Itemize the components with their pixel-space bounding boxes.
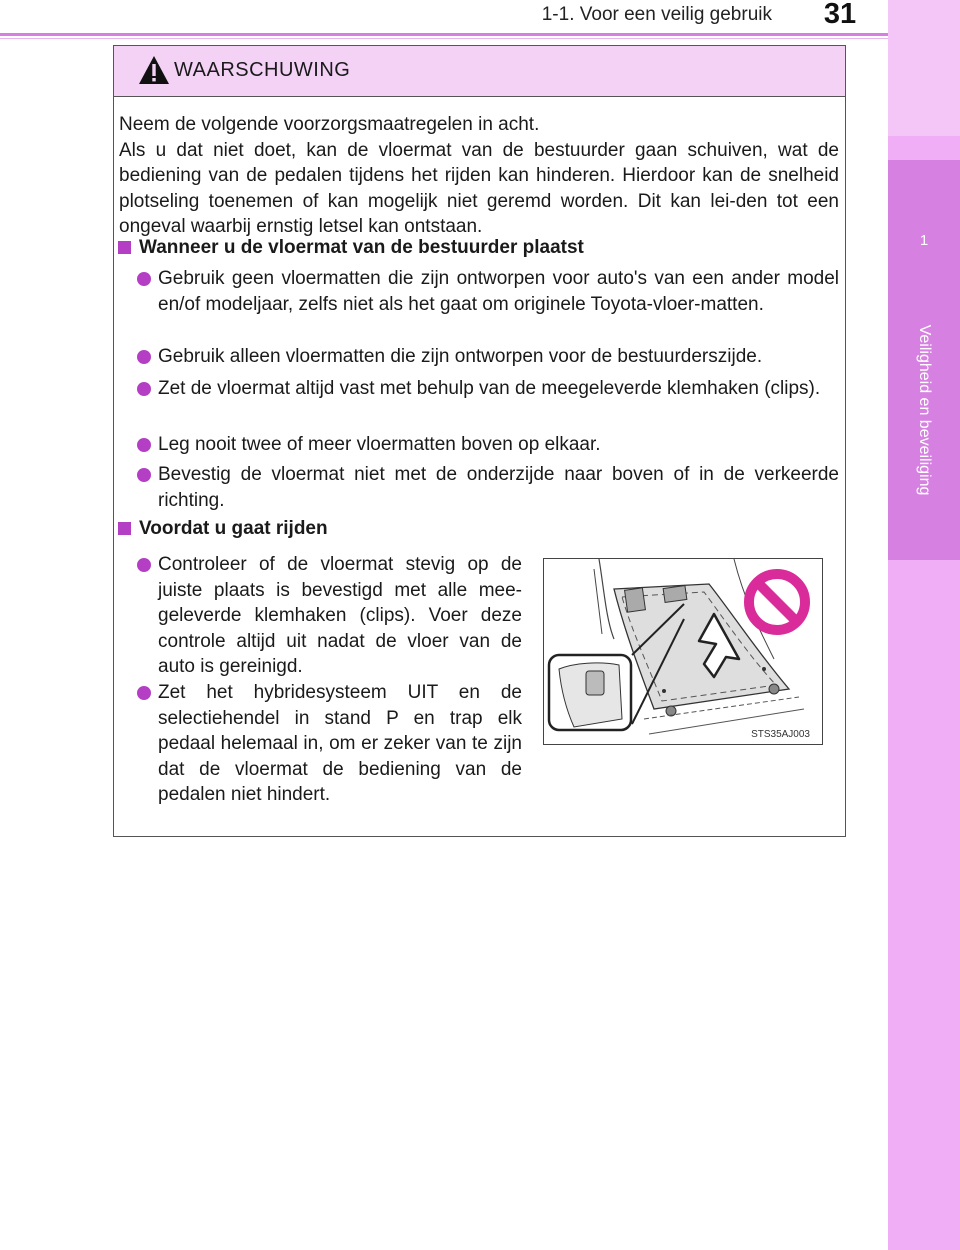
square-bullet-icon [118, 241, 131, 254]
circle-bullet-icon [137, 686, 151, 700]
circle-bullet-icon [137, 272, 151, 286]
chapter-number: 1 [919, 232, 929, 249]
section-heading-floor-mat [118, 237, 584, 259]
square-bullet-icon [118, 522, 131, 535]
list-item [158, 344, 839, 370]
list-item-text: Gebruik geen vloermatten die zijn ontworpen voor auto's van een ander model en/of modeljaar, zelfs niet als het gaat om originele Toyota-vloer-matten. [158, 268, 839, 315]
header-rule-thin [0, 38, 888, 39]
sidebar-top-band [888, 0, 960, 136]
section-title: 1-1. Voor een veilig gebruik [541, 4, 772, 25]
list-item [158, 266, 839, 317]
section-heading-text: Voordat u gaat rijden [139, 518, 328, 539]
intro-body: Als u dat niet doet, kan de vloermat van de bestuurder gaan schuiven, wat de bediening van de pedalen tijdens het rijden kan hinderen. Hierdoor kan de snelheid plotseling toenemen of kan mogelijk niet geremd worden. Dit kan lei-den tot een ongeval waarbij ernstig letsel kan ontstaan. [119, 139, 839, 237]
warning-header [114, 46, 845, 97]
chapter-sidebar [888, 0, 960, 1250]
circle-bullet-icon [137, 350, 151, 364]
circle-bullet-icon [137, 468, 151, 482]
list-item [158, 432, 839, 458]
floor-mat-illustration [543, 558, 823, 745]
warning-box [113, 45, 846, 837]
header-rule [0, 33, 888, 36]
page-number: 31 [823, 0, 857, 30]
list-item-text: Bevestig de vloermat niet met de onderzijde naar boven of in de verkeerde richting. [158, 464, 839, 511]
list-item [158, 552, 522, 680]
list-item-text: Zet het hybridesysteem UIT en de selectiehendel in stand P en trap elk pedaal helemaal in, om er zeker van te zijn dat de vloermat de bediening van de pedalen niet hindert. [158, 682, 522, 805]
list-item [158, 376, 839, 402]
section-heading-before-driving [118, 518, 328, 540]
list-item-text: Zet de vloermat altijd vast met behulp van de meegeleverde klemhaken (clips). [158, 378, 821, 399]
section-heading-text: Wanneer u de vloermat van de bestuurder plaatst [139, 237, 584, 258]
warning-intro [119, 112, 839, 240]
floor-mat-drawing [544, 559, 823, 745]
list-item-text: Controleer of de vloermat stevig op de juiste plaats is bevestigd met alle mee-geleverde klemhaken (clips). Voer deze controle altijd uit nadat de vloer van de auto is gereinigd. [158, 554, 522, 677]
chapter-label: Veiligheid en beveiliging [916, 324, 933, 496]
list-item-text: Gebruik alleen vloermatten die zijn ontworpen voor de bestuurderszijde. [158, 346, 763, 367]
list-item [158, 462, 839, 513]
list-item-text: Leg nooit twee of meer vloermatten boven op elkaar. [158, 434, 601, 455]
circle-bullet-icon [137, 558, 151, 572]
warning-triangle-icon [138, 55, 170, 85]
warning-title: WAARSCHUWING [174, 59, 351, 81]
circle-bullet-icon [137, 438, 151, 452]
list-item [158, 680, 522, 808]
circle-bullet-icon [137, 382, 151, 396]
intro-line: Neem de volgende voorzorgsmaatregelen in acht. [119, 114, 540, 135]
figure-code: STS35AJ003 [751, 729, 810, 740]
